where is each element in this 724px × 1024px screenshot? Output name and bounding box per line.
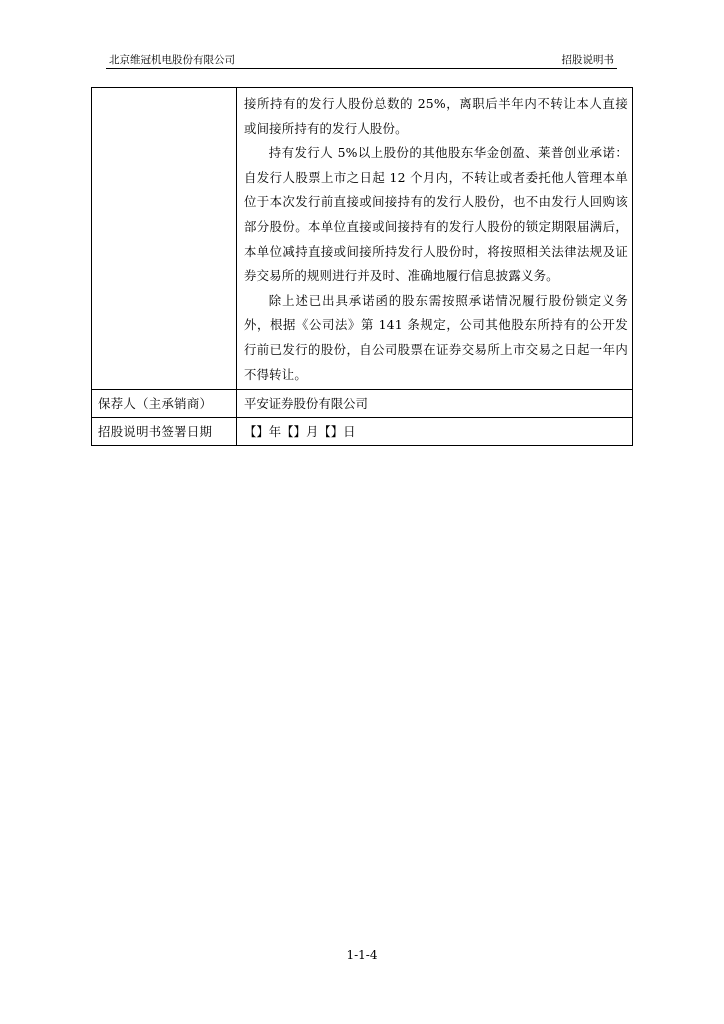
sponsor-label: 保荐人（主承销商） bbox=[92, 390, 237, 418]
table-row bbox=[92, 418, 633, 446]
page-header bbox=[106, 50, 617, 69]
commitment-paragraph: 除上述已出具承诺函的股东需按照承诺情况履行股份锁定义务外，根据《公司法》第 141 条规定，公司其他股东所持有的公开发行前已发行的股份，自公司股票在证券交易所上市交易之日起一年内不得转让。 bbox=[244, 292, 628, 382]
commitment-paragraph: 持有发行人 5%以上股份的其他股东华金创盈、莱普创业承诺：自发行人股票上市之日起 12 个月内，不转让或者委托他人管理本单位于本次发行前直接或间接持有的发行人股份，也不由发行人回购该部分股份。本单位直接或间接持有的发行人股份的锁定期限届满后，本单位减持直接或间接所持发行人股份时，将按照相关法律法规及证券交易所的规则进行并及时、准确地履行信息披露义务。 bbox=[244, 145, 628, 284]
page-number: 1-1-4 bbox=[346, 948, 378, 962]
table-row bbox=[92, 88, 633, 390]
commitment-paragraph: 接所持有的发行人股份总数的 25%，离职后半年内不转让本人直接或间接所持有的发行人股份。 bbox=[244, 96, 628, 136]
lockup-commitment-cell bbox=[237, 88, 633, 390]
info-table bbox=[91, 87, 633, 446]
header-company-name: 北京维冠机电股份有限公司 bbox=[109, 54, 235, 66]
header-document-title: 招股说明书 bbox=[561, 54, 614, 66]
signing-date-label: 招股说明书签署日期 bbox=[92, 418, 237, 446]
signing-date-value: 【】年【】月【】日 bbox=[237, 418, 633, 446]
empty-label-cell bbox=[92, 88, 237, 390]
table-row bbox=[92, 390, 633, 418]
sponsor-value: 平安证券股份有限公司 bbox=[237, 390, 633, 418]
